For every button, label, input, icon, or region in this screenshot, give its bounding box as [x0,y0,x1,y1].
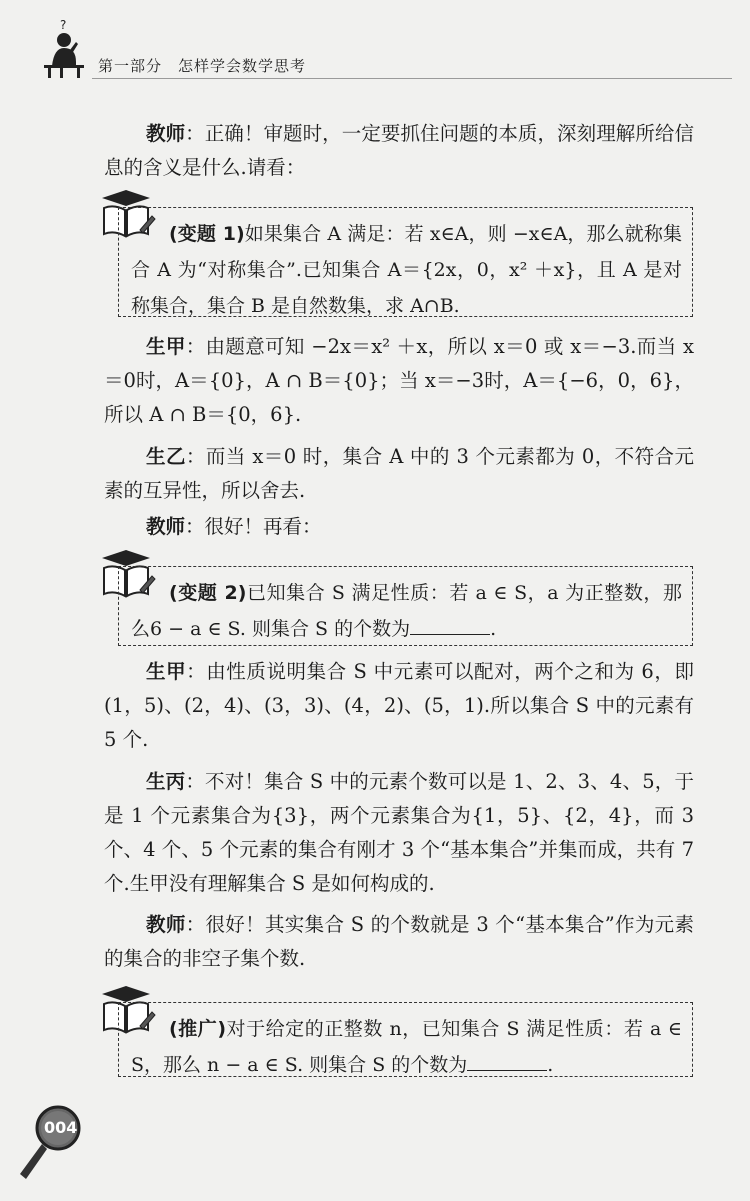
chapter-title: 第一部分 怎样学会数学思考 [98,57,307,75]
speaker-label: 教师 [146,913,186,936]
exercise-tag: (变题 2) [169,582,247,604]
exercise-tag: (变题 1) [169,223,245,245]
answer-blank[interactable] [467,1052,547,1071]
speaker-label: 生甲 [146,660,187,683]
paragraph-text: ：不对！集合 S 中的元素个数可以是 1、2、3、4、5，于是 1 个元素集合为{3}，两个元素集合为{1，5}、{2，4}，而 3 个、4 个、5 个元素的集合有刚才 3 个“基本集合”并集而成，共有 7 个.生甲没有理解集合 S 是如何构成的. [104,770,694,895]
paragraph-student-b [104,440,694,508]
paragraph-text: ：很好！其实集合 S 的个数就是 3 个“基本集合”作为元素的集合的非空子集个数. [104,913,694,970]
speaker-label: 教师 [146,122,186,145]
paragraph-student-a-2 [104,655,694,757]
speaker-label: 生甲 [146,335,186,358]
paragraph-text: ：由题意可知 −2x＝x² ＋x，所以 x＝0 或 x＝−3.而当 x＝0时，A＝{0}，A ∩ B＝{0}；当 x＝−3时，A＝{−6，0，6}，所以 A ∩ B＝{0，6}. [104,335,694,426]
exercise-text-end: . [490,618,497,640]
svg-text:?: ? [60,18,67,32]
speaker-label: 教师 [146,515,186,538]
paragraph-text: ：正确！审题时，一定要抓住问题的本质，深刻理解所给信息的含义是什么.请看： [104,122,694,179]
thinker-icon [40,18,88,78]
exercise-box-generalization [118,1002,693,1077]
paragraph-student-c [104,765,694,901]
page-header [0,0,750,90]
exercise-tag: (推广) [169,1018,226,1040]
paragraph-teacher-1 [104,117,694,185]
speaker-label: 生丙 [146,770,186,793]
header-divider [92,78,732,79]
paragraph-teacher-3 [104,908,694,976]
paragraph-text: ：由性质说明集合 S 中元素可以配对，两个之和为 6，即(1，5)、(2，4)、(3，3)、(4，2)、(5，1).所以集合 S 中的元素有5 个. [104,660,694,751]
exercise-box-variant-1 [118,207,693,317]
paragraph-student-a-1 [104,330,694,432]
exercise-text: 对于给定的正整数 n，已知集合 S 满足性质：若 a ∈ S，那么 n − a ∈ S. 则集合 S 的个数为 [131,1018,682,1076]
paragraph-teacher-2 [104,510,694,544]
exercise-text: 已知集合 S 满足性质：若 a ∈ S，a 为正整数，那么6 − a ∈ S. 则集合 S 的个数为 [131,582,682,640]
magnifier-icon [14,1104,94,1184]
paragraph-text: ：而当 x＝0 时，集合 A 中的 3 个元素都为 0，不符合元素的互异性，所以舍去. [104,445,694,502]
exercise-text-end: . [547,1054,554,1076]
paragraph-text: ：很好！再看： [185,515,322,538]
answer-blank[interactable] [410,616,490,635]
exercise-box-variant-2 [118,566,693,646]
exercise-text: 如果集合 A 满足：若 x∈A，则 −x∈A，那么就称集合 A 为“对称集合”.已知集合 A＝{2x，0，x² ＋x}，且 A 是对称集合，集合 B 是自然数集，求 A∩B. [131,223,682,317]
speaker-label: 生乙 [146,445,186,468]
page-number: 004 [44,1118,78,1137]
